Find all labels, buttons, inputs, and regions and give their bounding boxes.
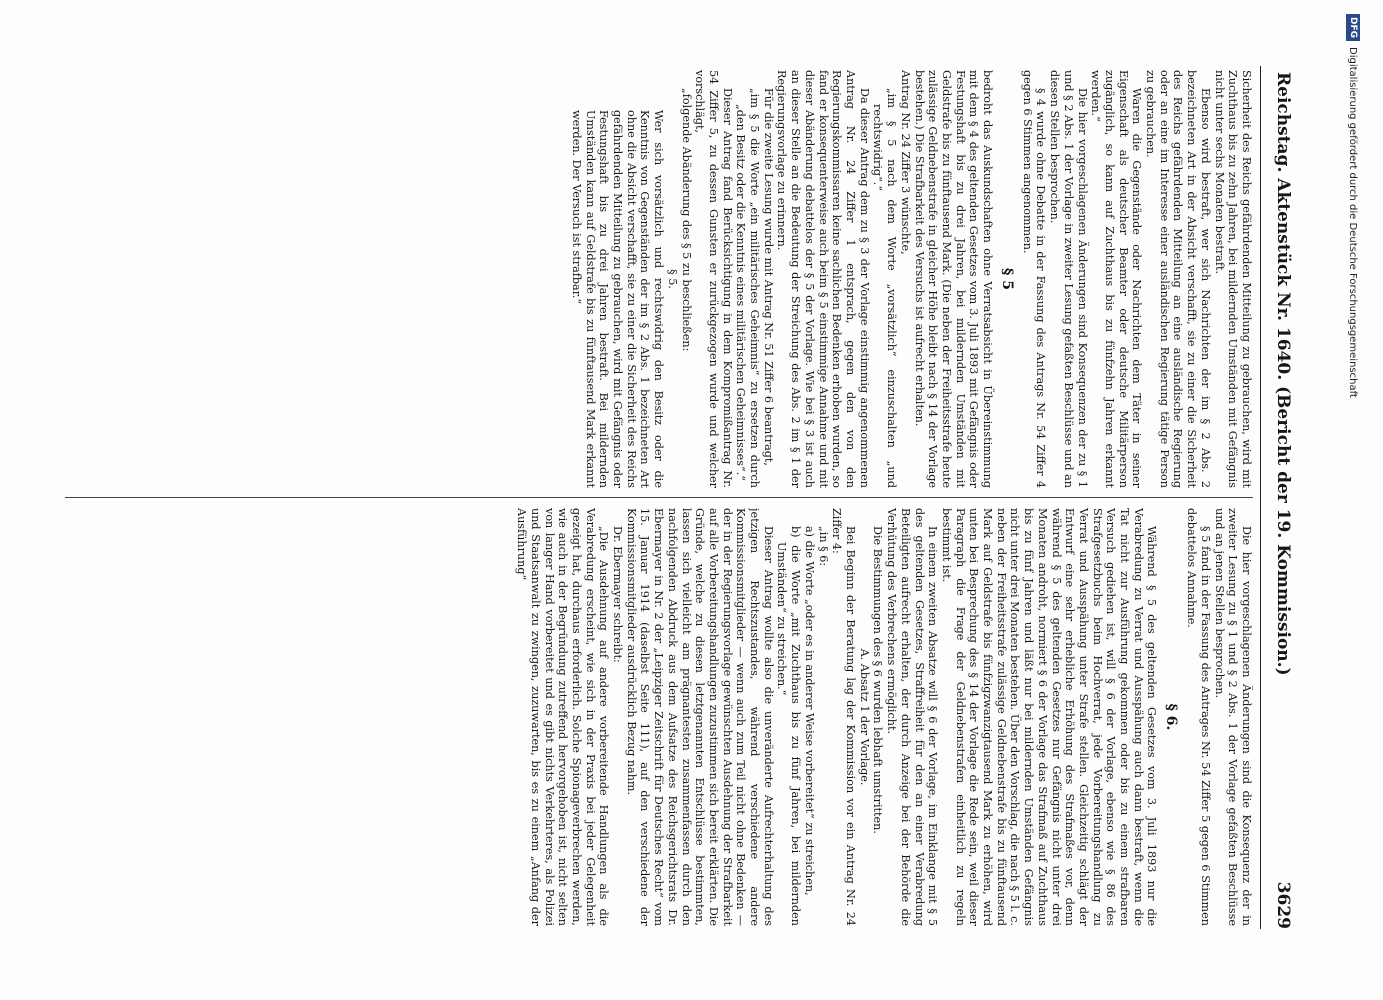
right-column: [65, 508, 1253, 926]
paragraph: „folgende Abänderung des § 5 zu beschließen:: [679, 88, 693, 352]
paragraph: „im § 5 nach dem Worte „vorsätzlich“ einzuschalten „und rechtswidrig“.“: [871, 88, 899, 488]
dfg-logo: DFG: [1346, 14, 1360, 41]
paragraph: b) die Worte „mit Zuchthaus bis zu fünf Jahren, bei mildernden Umständen“ zu streichen.“: [775, 526, 803, 926]
header-rule: [1260, 66, 1261, 929]
paragraph: Dieser Antrag wollte also die unveränderte Aufrechterhaltung des jetzigen Rechtszustandes, während verschiedene andere Kommissionsmitglieder — wenn auch zum Teil nicht ohne Bedenken — der in der Regierungsvorlage gewünschten Ausdehnung der Strafbarkeit auf alle Vorbereitungshandlungen zuzustimmen sich bereit erklärten. Die Gründe, welche zu diesen letztgenannten Entschlüsse bestimmten, lassen sich vielleicht am prägnantesten zusammenfassen durch den nachfolgenden Abdruck aus dem Aufsatze des Reichsgerichtsrats Dr. Ebermayer in Nr. 2 der „Leipziger Zeitschrift für Deutsches Recht“ vom 15. Januar 1914 (daselbst Seite 111), auf den verschiedene der Kommissionsmitglieder ausdrücklich Bezug nahm.: [624, 508, 775, 926]
column-divider: [65, 497, 1253, 498]
paragraph: Wer sich vorsätzlich und rechtswidrig den Besitz oder die Kenntnis von Gegenständen der im § 2 Abs. 1 bezeichneten Art ohne die Absicht verschafft, sie zu einer die Sicherheit des Reichs gefährdenden Mitteilung zu gebrauchen, wird mit Gefängnis oder Festungshaft bis zu drei Jahren bestraft. Bei mildernden Umständen kann auf Geldstrafe bis zu fünftausend Mark erkannt werden. Der Versuch ist strafbar.“: [569, 110, 666, 488]
page-number: 3629: [1273, 881, 1293, 929]
paragraph: „in § 6:: [816, 526, 830, 567]
paragraph: bedroht das Auskundschaften ohne Verratsabsicht in Übereinstimmung mit dem § 4 des geltenden Gesetzes vom 3. Juli 1893 mit Gefängnis oder Festungshaft bis zu drei Jahren, bei mildernden Umständen mit Geldstrafe bis zu fünftausend Mark. (Die neben der Freiheitsstrafe heute zulässige Geldnebenstrafe in gleicher Höhe bleibt nach § 14 der Vorlage bestehen.) Die Strafbarkeit des Versuchs ist aufrecht erhalten.: [912, 70, 995, 488]
section-heading: § 6.: [1163, 703, 1180, 731]
credit-text: Digitalisierung gefördert durch die Deutsche Forschungsgemeinschaft: [1347, 47, 1358, 398]
paragraph: Antrag Nr. 24 Ziffer 3 wünschte,: [898, 70, 912, 255]
paragraph: „Die Ausdehnung auf andere vorbereitende Handlungen als die Verabredung erscheint, wie sich in der Praxis bei jeder Gelegenheit gezeigt hat, durchaus erforderlich. Solche Spionageverbrechen werden, wie auch in der Begründung zutreffend hervorgehoben ist, nicht selten von langer Hand vorbereitet und es gibt nichts Verkehrteres, als Polizei und Staatsanwalt zu zwingen, zuzuwarten, bis es zu einem „Anfang der Ausführung“: [515, 508, 611, 926]
left-column: [65, 70, 1253, 488]
page-header: [1261, 60, 1305, 935]
paragraph: In einem zweiten Absatze will § 6 der Vorlage, im Einklange mit § 5 des geltenden Gesetzes, Straffreiheit für den an einer Verabredung Beteiligten aufrecht erhalten, der durch Anzeige bei der Behörde die Verhütung des Verbrechens ermöglicht.: [885, 508, 940, 926]
paragraph: Da dieser Antrag dem zu § 3 der Vorlage einstimmig angenommenen Antrag Nr. 24 Ziffer 1 entsprach, gegen den von den Regierungskommissaren keine sachlichen Bedenken erhoben wurden, so fand er konsequenterweise auch beim § 5 einstimmige Annahme und mit dieser Abänderung debattelos der § 5 der Vorlage. Wie bei § 3 ist auch an dieser Stelle an die Bedeutung der Streichung des Abs. 2 im § 1 der Regierungsvorlage zu erinnern.: [775, 70, 871, 488]
paragraph: § 4 wurde ohne Debatte in der Fassung des Antrags Nr. 54 Ziffer 4 gegen 6 Stimmen angenommen.: [1020, 70, 1048, 488]
header-commission: (Bericht der 19. Kommission.): [1273, 386, 1293, 676]
paragraph: § 5 fand in der Fassung des Antrages Nr. 54 Ziffer 5 gegen 6 Stimmen debattelos Annahme.: [1185, 508, 1212, 926]
paragraph: A. Absatz 1 der Vorlage.: [857, 648, 871, 786]
text-columns: [65, 60, 1253, 935]
paragraph: Dieser Antrag fand Berücksichtigung in dem Kompromißantrag Nr. 54 Ziffer 5, zu dessen Gunsten er zurückgezogen wurde und welcher vorschlägt,: [693, 70, 734, 488]
section-heading: § 5: [999, 268, 1016, 290]
paragraph: a) die Worte „oder es in anderer Weise vorbereitet“ zu streichen,: [802, 526, 816, 896]
paragraph: Die hier vorgeschlagenen Änderungen sind Konsequenzen der zu § 1 und § 2 Abs. 1 der Vorlage in zweiter Lesung gefaßten Beschlüsse und an diesen Stellen besprochen.: [1048, 70, 1089, 488]
paragraph: Bei Beginn der Beratung lag der Kommission vor ein Antrag Nr. 24 Ziffer 4:: [830, 508, 858, 926]
paragraph: Die Bestimmungen des § 6 wurden lebhaft umstritten.: [871, 526, 885, 834]
paragraph: „im § 5 die Worte „ein militärisches Geheimnis“ zu ersetzen durch „den Besitz oder die Kenntnis eines militärischen Geheimnisses“.“: [734, 88, 762, 488]
paragraph: Waren die Gegenstände oder Nachrichten dem Täter in seiner Eigenschaft als deutscher Beamter oder deutsche Militärperson zugänglich, so kann auf Zuchthaus bis zu fünfzehn Jahren erkannt werden.“: [1089, 70, 1144, 488]
paragraph: Ebenso wird bestraft, wer sich Nachrichten der im § 2 Abs. 2 bezeichneten Art in der Absicht verschafft, sie zu einer die Sicherheit des Reichs gefährdenden Mitteilung an eine ausländische Regierung oder an eine im Interesse einer ausländischen Regierung tätige Person zu gebrauchen.: [1144, 70, 1212, 488]
paragraph: § 5.: [665, 269, 679, 289]
digitization-credit: [1347, 14, 1374, 994]
paragraph: Dr. Ebermayer schreibt:: [611, 526, 625, 663]
header-title: Reichstag. Aktenstück Nr. 1640.: [1273, 72, 1293, 381]
paragraph: Für die zweite Lesung wurde mit Antrag Nr. 51 Ziffer 6 beantragt,: [761, 88, 775, 466]
paragraph: Sicherheit des Reichs gefährdenden Mitteilung zu gebrauchen, wird mit Zuchthaus bis zu zehn Jahren, bei mildernden Umständen mit Gefängnis nicht unter sechs Monaten bestraft.: [1212, 70, 1253, 488]
paragraph: Die hier vorgeschlagenen Änderungen sind die Konsequenz der in zweiter Lesung zu § 1 und § 2 Abs. 1 der Vorlage gefaßten Beschlüsse und an jenen Stellen besprochen.: [1212, 508, 1253, 926]
rotated-page-content: [60, 60, 1305, 935]
paragraph: Während § 5 des geltenden Gesetzes vom 3. Juli 1893 nur die Verabredung zu Verrat und Ausspähung auch dann bestraft, wenn die Tat nicht zur Ausführung gekommen oder bis zu einem strafbaren Versuch gediehen ist, will § 6 der Vorlage, ebenso wie § 86 des Strafgesetzbuchs beim Hochverrat, jede Vorbereitungshandlung zu Verrat und Ausspähung unter Strafe stellen. Gleichzeitig schlägt der Entwurf eine sehr erhebliche Erhöhung des Strafmaßes vor, denn während § 5 des geltenden Gesetzes nur Gefängnis nicht unter drei Monaten androht, normiert § 6 der Vorlage das Strafmaß auf Zuchthaus bis zu fünf Jahren und läßt nur bei mildernden Umständen Gefängnis nicht unter drei Monaten bestehen. Über den Vorschlag, die nach § 5 l. c. neben der Freiheitsstrafe zulässige Geldnebenstrafe bis zu fünftausend Mark auf Geldstrafe bis fünfzigzwanzigtausend Mark zu erhöhen, wird unten bei Besprechung des § 14 der Vorlage die Rede sein, weil dieser Paragraph die Frage der Geldnebenstrafen einheitlich zu regeln bestimmt ist.: [939, 508, 1159, 926]
